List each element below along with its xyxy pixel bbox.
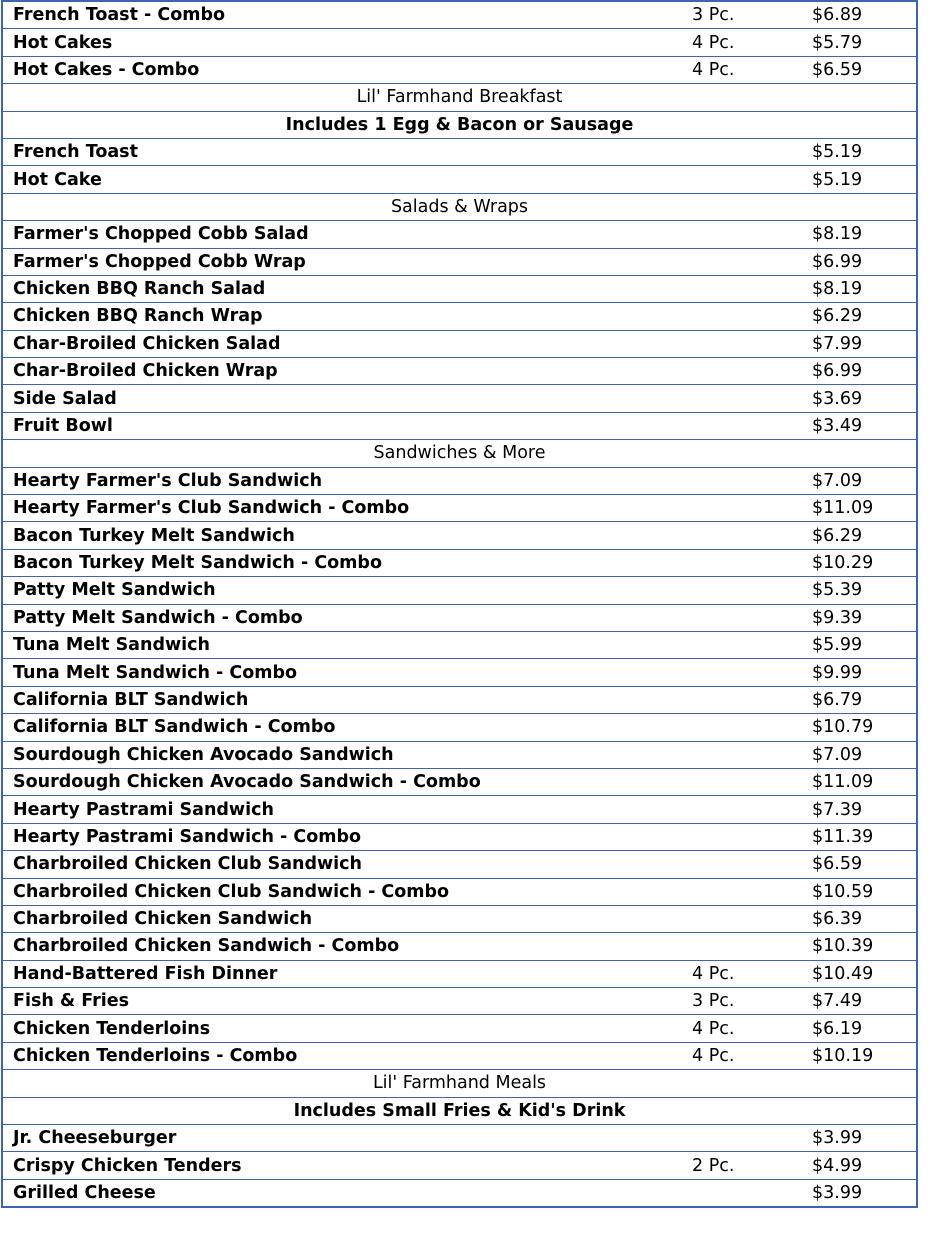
item-name: Char-Broiled Chicken Wrap	[2, 358, 692, 385]
menu-item-row	[2, 604, 917, 631]
menu-item-row	[2, 1152, 917, 1179]
menu-item-row	[2, 960, 917, 987]
item-price: $10.49	[812, 960, 917, 987]
menu-item-row	[2, 412, 917, 439]
menu-item-row	[2, 686, 917, 713]
item-quantity	[692, 385, 812, 412]
item-price: $3.99	[812, 1125, 917, 1152]
menu-item-row	[2, 221, 917, 248]
item-quantity	[692, 659, 812, 686]
item-price: $4.99	[812, 1152, 917, 1179]
item-name: Fruit Bowl	[2, 412, 692, 439]
item-name: French Toast	[2, 138, 692, 165]
item-price: $8.19	[812, 221, 917, 248]
item-price: $5.19	[812, 166, 917, 193]
item-price: $7.49	[812, 988, 917, 1015]
item-name: Charbroiled Chicken Sandwich - Combo	[2, 933, 692, 960]
section-subheading: Includes 1 Egg & Bacon or Sausage	[2, 111, 917, 138]
item-price: $3.99	[812, 1179, 917, 1207]
item-quantity: 2 Pc.	[692, 1152, 812, 1179]
section-header-row	[2, 1070, 917, 1097]
item-quantity: 4 Pc.	[692, 1015, 812, 1042]
item-price: $6.29	[812, 303, 917, 330]
item-quantity	[692, 878, 812, 905]
menu-item-row	[2, 878, 917, 905]
item-price: $6.19	[812, 1015, 917, 1042]
menu-table	[1, 0, 918, 1208]
menu-item-row	[2, 659, 917, 686]
item-quantity	[692, 358, 812, 385]
item-quantity: 4 Pc.	[692, 56, 812, 83]
item-quantity	[692, 933, 812, 960]
menu-item-row	[2, 905, 917, 932]
item-price: $3.49	[812, 412, 917, 439]
menu-item-row	[2, 714, 917, 741]
menu-item-row	[2, 823, 917, 850]
item-price: $6.99	[812, 358, 917, 385]
item-quantity	[692, 577, 812, 604]
item-name: Chicken Tenderloins - Combo	[2, 1042, 692, 1069]
item-name: Chicken Tenderloins	[2, 1015, 692, 1042]
item-quantity: 3 Pc.	[692, 988, 812, 1015]
item-name: Tuna Melt Sandwich - Combo	[2, 659, 692, 686]
item-quantity	[692, 823, 812, 850]
menu-item-row	[2, 1179, 917, 1207]
item-quantity: 3 Pc.	[692, 1, 812, 29]
item-quantity	[692, 138, 812, 165]
menu-body	[2, 1, 917, 1207]
item-quantity	[692, 549, 812, 576]
menu-item-row	[2, 166, 917, 193]
section-heading: Salads & Wraps	[2, 193, 917, 220]
item-name: Fish & Fries	[2, 988, 692, 1015]
menu-item-row	[2, 303, 917, 330]
item-name: Hearty Farmer's Club Sandwich	[2, 467, 692, 494]
section-subheading: Includes Small Fries & Kid's Drink	[2, 1097, 917, 1124]
item-quantity	[692, 330, 812, 357]
item-price: $11.09	[812, 768, 917, 795]
item-price: $7.39	[812, 796, 917, 823]
menu-item-row	[2, 851, 917, 878]
item-quantity	[692, 768, 812, 795]
section-header-row	[2, 84, 917, 111]
item-price: $3.69	[812, 385, 917, 412]
menu-item-row	[2, 56, 917, 83]
menu-item-row	[2, 138, 917, 165]
item-quantity	[692, 686, 812, 713]
item-price: $9.39	[812, 604, 917, 631]
item-quantity	[692, 467, 812, 494]
menu-item-row	[2, 796, 917, 823]
menu-item-row	[2, 248, 917, 275]
item-quantity	[692, 248, 812, 275]
menu-item-row	[2, 577, 917, 604]
item-price: $6.29	[812, 522, 917, 549]
item-name: Chicken BBQ Ranch Wrap	[2, 303, 692, 330]
item-name: California BLT Sandwich - Combo	[2, 714, 692, 741]
menu-item-row	[2, 495, 917, 522]
item-quantity	[692, 796, 812, 823]
item-name: Patty Melt Sandwich - Combo	[2, 604, 692, 631]
item-name: Jr. Cheeseburger	[2, 1125, 692, 1152]
item-quantity	[692, 714, 812, 741]
item-name: Hot Cake	[2, 166, 692, 193]
menu-item-row	[2, 330, 917, 357]
item-quantity	[692, 631, 812, 658]
item-name: California BLT Sandwich	[2, 686, 692, 713]
item-quantity	[692, 412, 812, 439]
item-name: Chicken BBQ Ranch Salad	[2, 275, 692, 302]
item-price: $11.39	[812, 823, 917, 850]
menu-item-row	[2, 385, 917, 412]
item-name: Sourdough Chicken Avocado Sandwich - Combo	[2, 768, 692, 795]
item-quantity	[692, 221, 812, 248]
item-price: $10.29	[812, 549, 917, 576]
item-price: $10.59	[812, 878, 917, 905]
item-name: Patty Melt Sandwich	[2, 577, 692, 604]
section-heading: Lil' Farmhand Breakfast	[2, 84, 917, 111]
item-price: $11.09	[812, 495, 917, 522]
item-name: French Toast - Combo	[2, 1, 692, 29]
item-name: Hearty Farmer's Club Sandwich - Combo	[2, 495, 692, 522]
item-price: $6.39	[812, 905, 917, 932]
item-quantity	[692, 495, 812, 522]
item-price: $7.99	[812, 330, 917, 357]
item-quantity	[692, 166, 812, 193]
menu-item-row	[2, 522, 917, 549]
menu-item-row	[2, 768, 917, 795]
item-price: $5.79	[812, 29, 917, 56]
menu-item-row	[2, 29, 917, 56]
item-quantity	[692, 522, 812, 549]
item-quantity	[692, 303, 812, 330]
item-price: $6.59	[812, 851, 917, 878]
item-name: Farmer's Chopped Cobb Wrap	[2, 248, 692, 275]
section-heading: Lil' Farmhand Meals	[2, 1070, 917, 1097]
menu-item-row	[2, 741, 917, 768]
item-name: Tuna Melt Sandwich	[2, 631, 692, 658]
item-name: Crispy Chicken Tenders	[2, 1152, 692, 1179]
item-price: $10.19	[812, 1042, 917, 1069]
item-price: $7.09	[812, 741, 917, 768]
item-quantity	[692, 851, 812, 878]
section-header-row	[2, 440, 917, 467]
item-name: Charbroiled Chicken Club Sandwich - Combo	[2, 878, 692, 905]
item-name: Bacon Turkey Melt Sandwich - Combo	[2, 549, 692, 576]
section-heading: Sandwiches & More	[2, 440, 917, 467]
item-quantity	[692, 741, 812, 768]
item-quantity	[692, 1179, 812, 1207]
item-quantity	[692, 275, 812, 302]
item-name: Hearty Pastrami Sandwich	[2, 796, 692, 823]
item-name: Char-Broiled Chicken Salad	[2, 330, 692, 357]
menu-item-row	[2, 275, 917, 302]
menu-item-row	[2, 1042, 917, 1069]
item-name: Side Salad	[2, 385, 692, 412]
item-name: Sourdough Chicken Avocado Sandwich	[2, 741, 692, 768]
item-name: Charbroiled Chicken Sandwich	[2, 905, 692, 932]
menu-item-row	[2, 1015, 917, 1042]
item-quantity: 4 Pc.	[692, 1042, 812, 1069]
item-price: $10.79	[812, 714, 917, 741]
item-name: Farmer's Chopped Cobb Salad	[2, 221, 692, 248]
section-header-row	[2, 1097, 917, 1124]
item-price: $6.99	[812, 248, 917, 275]
item-name: Grilled Cheese	[2, 1179, 692, 1207]
item-quantity: 4 Pc.	[692, 960, 812, 987]
item-name: Hand-Battered Fish Dinner	[2, 960, 692, 987]
item-quantity	[692, 905, 812, 932]
menu-item-row	[2, 933, 917, 960]
item-price: $7.09	[812, 467, 917, 494]
menu-item-row	[2, 1, 917, 29]
item-price: $9.99	[812, 659, 917, 686]
menu-item-row	[2, 631, 917, 658]
item-name: Hearty Pastrami Sandwich - Combo	[2, 823, 692, 850]
item-price: $6.59	[812, 56, 917, 83]
menu-item-row	[2, 358, 917, 385]
item-price: $5.99	[812, 631, 917, 658]
menu-item-row	[2, 467, 917, 494]
item-price: $8.19	[812, 275, 917, 302]
item-quantity: 4 Pc.	[692, 29, 812, 56]
item-quantity	[692, 604, 812, 631]
item-price: $6.79	[812, 686, 917, 713]
item-name: Hot Cakes	[2, 29, 692, 56]
item-name: Hot Cakes - Combo	[2, 56, 692, 83]
item-price: $10.39	[812, 933, 917, 960]
item-price: $6.89	[812, 1, 917, 29]
section-header-row	[2, 193, 917, 220]
menu-item-row	[2, 1125, 917, 1152]
item-name: Bacon Turkey Melt Sandwich	[2, 522, 692, 549]
item-name: Charbroiled Chicken Club Sandwich	[2, 851, 692, 878]
item-price: $5.39	[812, 577, 917, 604]
menu-item-row	[2, 549, 917, 576]
menu-item-row	[2, 988, 917, 1015]
item-quantity	[692, 1125, 812, 1152]
section-header-row	[2, 111, 917, 138]
item-price: $5.19	[812, 138, 917, 165]
